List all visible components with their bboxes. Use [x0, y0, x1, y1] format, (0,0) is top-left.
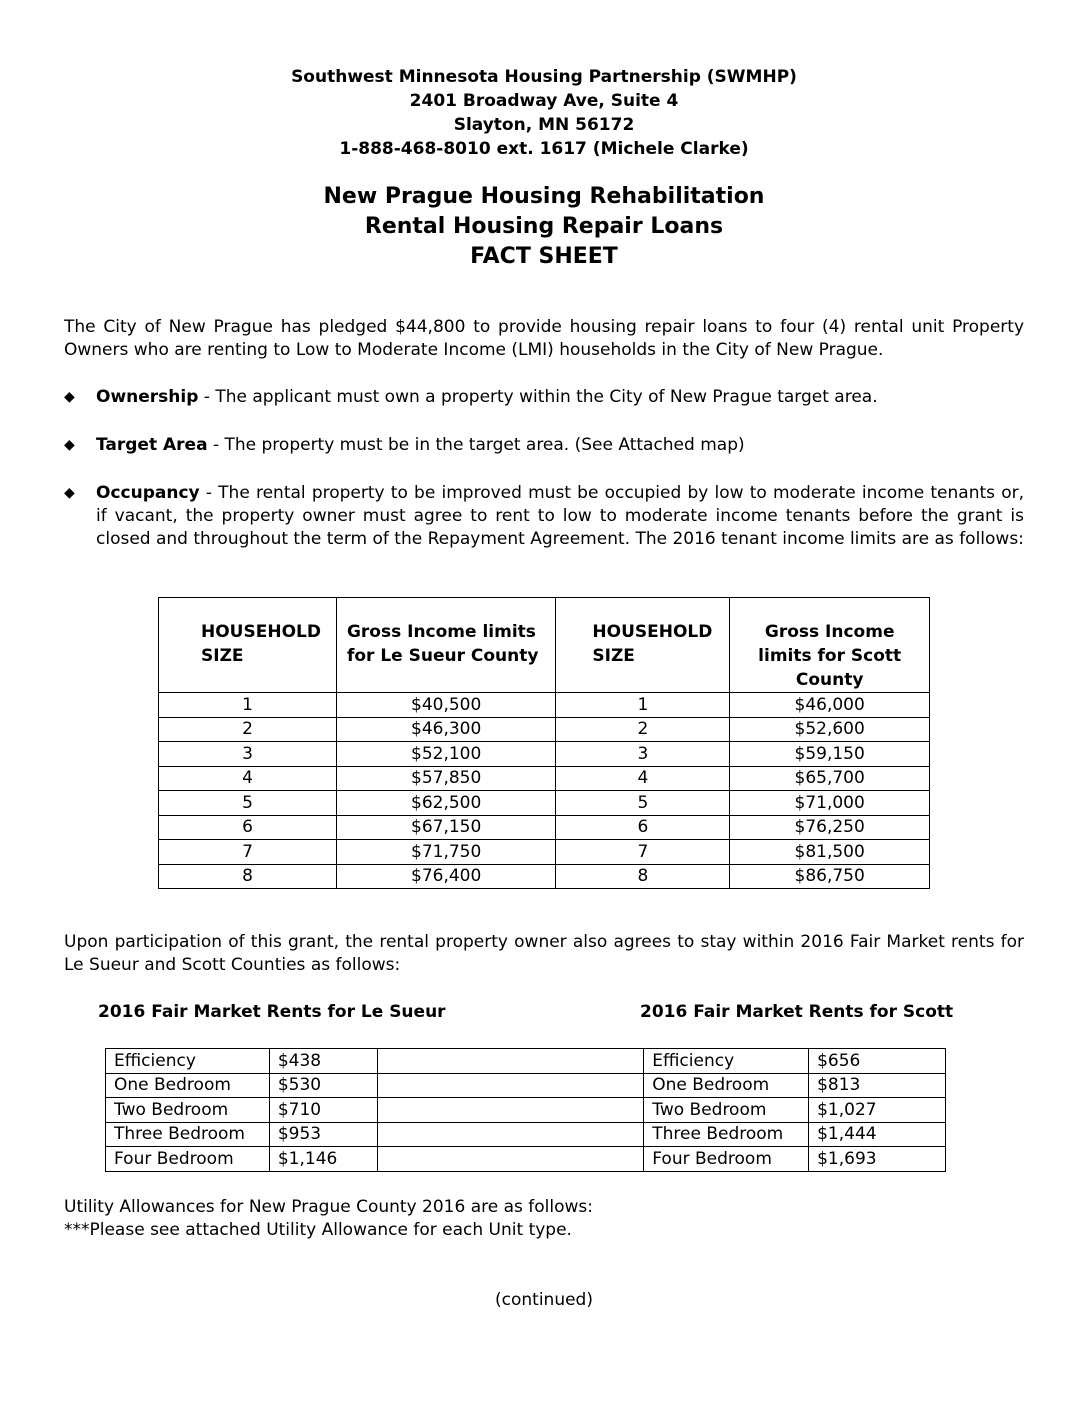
diamond-bullet-icon: ◆	[64, 437, 75, 453]
table-cell: $76,400	[336, 864, 555, 889]
table-row	[159, 864, 930, 889]
table-cell: 5	[556, 791, 730, 816]
income-limits-table	[158, 597, 930, 889]
column-header: Gross Income limits for Le Sueur County	[336, 598, 555, 693]
table-cell: $76,250	[730, 815, 930, 840]
letterhead	[0, 65, 1088, 161]
table-row	[106, 1049, 946, 1074]
unit-type-cell: Four Bedroom	[106, 1147, 270, 1172]
table-row	[159, 791, 930, 816]
scott-rent-cell: $656	[809, 1049, 946, 1074]
table-cell: 4	[159, 766, 337, 791]
table-cell: 1	[556, 693, 730, 718]
table-cell: 8	[556, 864, 730, 889]
bullet-label: Ownership	[96, 387, 199, 407]
title-line-2: Rental Housing Repair Loans	[364, 214, 724, 239]
table-row	[106, 1098, 946, 1123]
empty-cell	[377, 1049, 643, 1074]
lesueur-rent-cell: $953	[269, 1122, 377, 1147]
table-cell: 8	[159, 864, 337, 889]
address-line-2: Slayton, MN 56172	[453, 115, 635, 135]
utility-note-line: ***Please see attached Utility Allowance for each Unit type.	[64, 1220, 572, 1240]
unit-type-cell: Three Bedroom	[644, 1122, 809, 1147]
table-row	[106, 1073, 946, 1098]
table-cell: 3	[159, 742, 337, 767]
lesueur-rent-cell: $530	[269, 1073, 377, 1098]
document-title	[0, 182, 1088, 272]
table-cell: $65,700	[730, 766, 930, 791]
table-cell: 6	[556, 815, 730, 840]
diamond-bullet-icon: ◆	[64, 485, 75, 501]
scott-rent-cell: $813	[809, 1073, 946, 1098]
column-header: HOUSEHOLD SIZE	[159, 598, 337, 693]
contact-phone: 1-888-468-8010 ext. 1617 (Michele Clarke)	[339, 139, 749, 159]
table-cell: $81,500	[730, 840, 930, 865]
empty-cell	[377, 1098, 643, 1123]
unit-type-cell: Two Bedroom	[644, 1098, 809, 1123]
table-cell: $40,500	[336, 693, 555, 718]
empty-cell	[377, 1147, 643, 1172]
bullet-label: Target Area	[96, 435, 208, 455]
table-cell: 7	[556, 840, 730, 865]
table-cell: $71,750	[336, 840, 555, 865]
table-cell: $46,000	[730, 693, 930, 718]
table-cell: 6	[159, 815, 337, 840]
empty-cell	[377, 1122, 643, 1147]
table-row	[159, 693, 930, 718]
fmr-lesueur-title: 2016 Fair Market Rents for Le Sueur	[98, 1002, 446, 1022]
table-row	[159, 815, 930, 840]
table-row	[159, 840, 930, 865]
bullet-label: Occupancy	[96, 483, 200, 503]
table-row	[106, 1122, 946, 1147]
table-cell: 5	[159, 791, 337, 816]
table-cell: $62,500	[336, 791, 555, 816]
lesueur-rent-cell: $438	[269, 1049, 377, 1074]
unit-type-cell: Efficiency	[644, 1049, 809, 1074]
bullet-text: - The rental property to be improved must be occupied by low to moderate income tenants or, if vacant, the property owner must agree to rent to low to moderate income tenants before the grant is closed and throughout the term of the Repayment Agreement. The 2016 tenant income limits are as follows:	[96, 483, 1024, 549]
scott-rent-cell: $1,444	[809, 1122, 946, 1147]
table-cell: 7	[159, 840, 337, 865]
unit-type-cell: Four Bedroom	[644, 1147, 809, 1172]
table-row	[159, 766, 930, 791]
table-cell: $52,100	[336, 742, 555, 767]
title-line-1: New Prague Housing Rehabilitation	[323, 184, 765, 209]
bullet-text: - The property must be in the target area. (See Attached map)	[207, 435, 745, 455]
utility-allowance-line: Utility Allowances for New Prague County 2016 are as follows:	[64, 1197, 594, 1217]
column-header: Gross Income limits for Scott County	[730, 598, 930, 693]
bullet-text: - The applicant must own a property within the City of New Prague target area.	[198, 387, 878, 407]
unit-type-cell: Three Bedroom	[106, 1122, 270, 1147]
scott-rent-cell: $1,693	[809, 1147, 946, 1172]
table-cell: 3	[556, 742, 730, 767]
unit-type-cell: Two Bedroom	[106, 1098, 270, 1123]
address-line-1: 2401 Broadway Ave, Suite 4	[409, 91, 679, 111]
scott-rent-cell: $1,027	[809, 1098, 946, 1123]
continued-note: (continued)	[495, 1290, 593, 1310]
table-cell: 1	[159, 693, 337, 718]
lesueur-rent-cell: $710	[269, 1098, 377, 1123]
fair-market-rents-table	[105, 1048, 946, 1172]
table-cell: $59,150	[730, 742, 930, 767]
lesueur-rent-cell: $1,146	[269, 1147, 377, 1172]
table-header-row	[159, 598, 930, 693]
org-name: Southwest Minnesota Housing Partnership (SWMHP)	[291, 67, 797, 87]
table-cell: 2	[159, 717, 337, 742]
unit-type-cell: One Bedroom	[106, 1073, 270, 1098]
table-row	[159, 742, 930, 767]
fmr-scott-title: 2016 Fair Market Rents for Scott	[640, 1002, 954, 1022]
intro-paragraph: The City of New Prague has pledged $44,800 to provide housing repair loans to four (4) rental unit Property Owners who are renting to Low to Moderate Income (LMI) households in the City of New Prague.	[64, 317, 1024, 360]
fmr-intro-paragraph: Upon participation of this grant, the rental property owner also agrees to stay within 2016 Fair Market rents for Le Sueur and Scott Counties as follows:	[64, 932, 1024, 975]
table-cell: $46,300	[336, 717, 555, 742]
table-cell: 2	[556, 717, 730, 742]
unit-type-cell: One Bedroom	[644, 1073, 809, 1098]
table-cell: $57,850	[336, 766, 555, 791]
table-cell: $52,600	[730, 717, 930, 742]
table-cell: $86,750	[730, 864, 930, 889]
column-header: HOUSEHOLD SIZE	[556, 598, 730, 693]
empty-cell	[377, 1073, 643, 1098]
diamond-bullet-icon: ◆	[64, 389, 75, 405]
table-cell: $67,150	[336, 815, 555, 840]
title-line-3: FACT SHEET	[470, 244, 618, 269]
table-cell: 4	[556, 766, 730, 791]
table-row	[106, 1147, 946, 1172]
unit-type-cell: Efficiency	[106, 1049, 270, 1074]
table-row	[159, 717, 930, 742]
table-cell: $71,000	[730, 791, 930, 816]
